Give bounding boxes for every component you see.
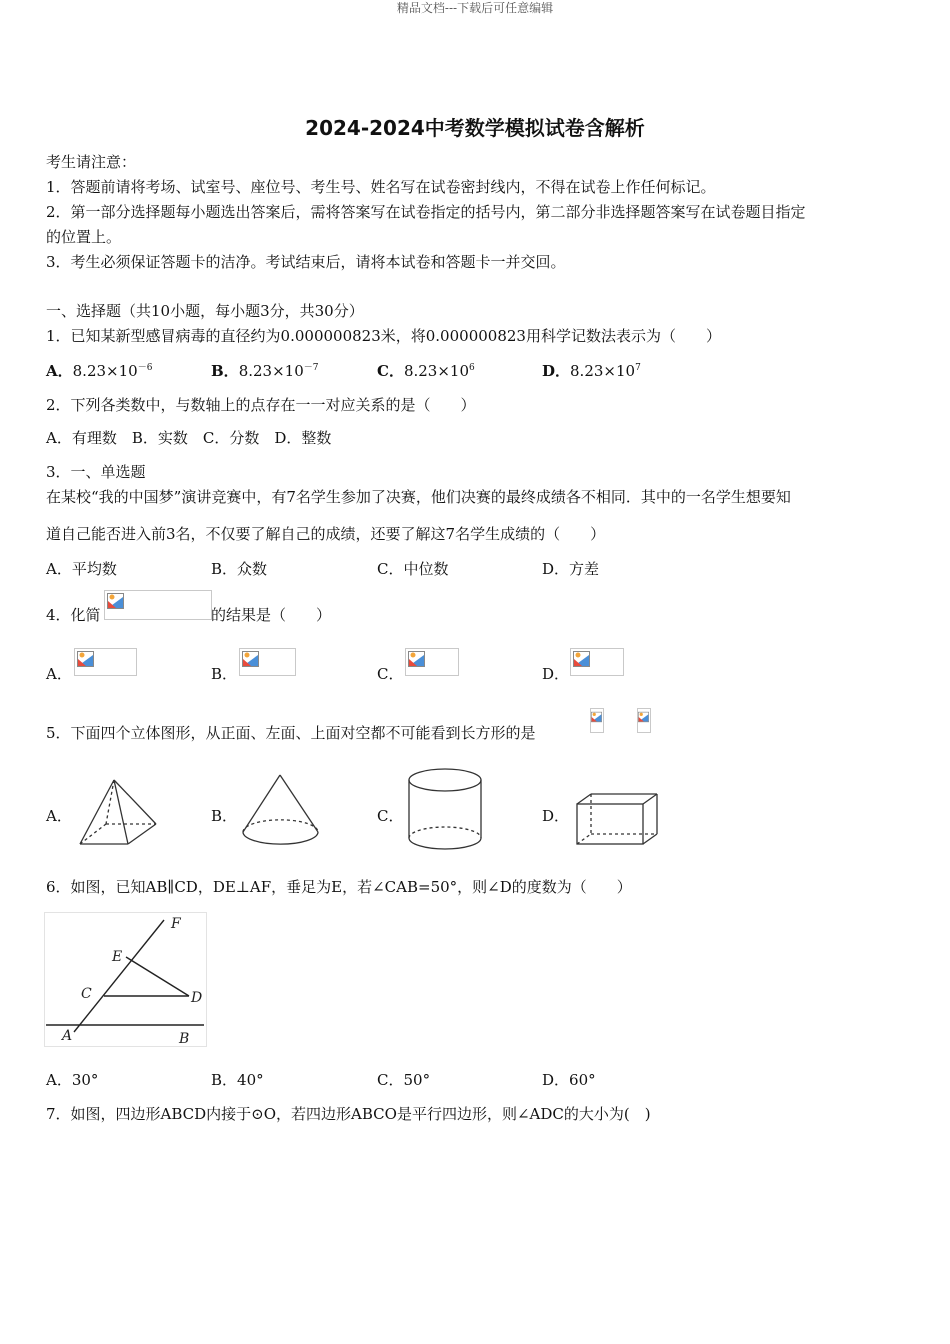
q6-option-c: C．50°	[377, 1071, 431, 1089]
q4-option-a: A．	[46, 665, 72, 683]
q3-head: 3．一、单选题	[46, 463, 146, 481]
q1-option-c: C．$8.23\times 10^6$	[377, 362, 475, 380]
label-d: D	[191, 990, 203, 1006]
q6-geometry-figure	[44, 912, 208, 1048]
q5-option-a: A．	[46, 807, 72, 825]
broken-image-placeholder	[405, 648, 459, 676]
broken-image-placeholder	[104, 590, 212, 620]
broken-image-placeholder	[570, 648, 624, 676]
notice-item-3: 3．考生必须保证答题卡的洁净。考试结束后，请将本试卷和答题卡一并交回。	[46, 253, 566, 271]
q6-option-d: D．60°	[542, 1071, 596, 1089]
q5-option-b: B．	[211, 807, 238, 825]
broken-image-icon	[107, 593, 124, 609]
q3-line-2: 道自己能否进入前3名，不仅要了解自己的成绩，还要了解这7名学生成绩的（ ）	[46, 525, 606, 543]
broken-image-icon	[77, 651, 94, 667]
q4-prefix: 4．化简	[46, 606, 101, 624]
q6-option-a: A．30°	[46, 1071, 99, 1089]
q5-option-c: C．	[377, 807, 404, 825]
broken-image-placeholder	[239, 648, 296, 676]
label-f: F	[171, 916, 181, 932]
q4-option-d: D．	[542, 665, 570, 683]
line-af	[74, 920, 164, 1032]
q3-option-d: D．方差	[542, 560, 600, 578]
label-e: E	[112, 949, 123, 965]
notice-item-2-cont: 的位置上。	[46, 228, 122, 246]
page-header: 精品文档---下载后可任意编辑	[396, 1, 554, 15]
page-title: 2024-2024中考数学模拟试卷含解析	[305, 116, 645, 140]
notice-heading: 考生请注意：	[46, 153, 137, 171]
q7-stem: 7．如图，四边形ABCD内接于⊙O，若四边形ABCO是平行四边形，则∠ADC的大小为( )	[46, 1105, 651, 1123]
broken-image-icon	[591, 711, 602, 723]
broken-image-placeholder	[590, 708, 604, 733]
label-a: A	[62, 1028, 73, 1044]
q2-stem: 2．下列各类数中，与数轴上的点存在一一对应关系的是（ ）	[46, 396, 476, 414]
broken-image-icon	[638, 711, 649, 723]
q3-option-a: A．平均数	[46, 560, 117, 578]
q1-stem: 1．已知某新型感冒病毒的直径约为0.000000823米，将0.000000823用科学记数法表示为（ ）	[46, 327, 721, 345]
broken-image-icon	[408, 651, 425, 667]
line-de	[126, 957, 189, 996]
broken-image-icon	[573, 651, 590, 667]
notice-item-2: 2．第一部分选择题每小题选出答案后，需将答案写在试卷指定的括号内，第二部分非选择题答案写在试卷题目指定	[46, 203, 806, 221]
q4-option-c: C．	[377, 665, 404, 683]
pyramid-figure	[76, 776, 160, 848]
q6-stem: 6．如图，已知AB∥CD，DE⊥AF，垂足为E，若∠CAB=50°，则∠D的度数为（ ）	[46, 878, 632, 896]
broken-image-icon	[242, 651, 259, 667]
label-b: B	[179, 1031, 190, 1047]
q6-option-b: B．40°	[211, 1071, 264, 1089]
q3-line-1: 在某校“我的中国梦”演讲竞赛中，有7名学生参加了决赛，他们决赛的最终成绩各不相同．其中的一名学生想要知	[46, 488, 791, 506]
section-heading: 一、选择题（共10小题，每小题3分，共30分）	[46, 302, 364, 320]
q2-options: A．有理数 B．实数 C．分数 D．整数	[46, 429, 332, 447]
q3-option-c: C．中位数	[377, 560, 449, 578]
q1-option-b: B．$8.23\times 10^{-7}$	[211, 362, 319, 380]
q3-option-b: B．众数	[211, 560, 268, 578]
cuboid-figure	[573, 790, 661, 848]
q4-suffix: 的结果是（ ）	[211, 606, 332, 624]
notice-item-1: 1．答题前请将考场、试室号、座位号、考生号、姓名写在试卷密封线内，不得在试卷上作任何标记。	[46, 178, 716, 196]
q4-option-b: B．	[211, 665, 238, 683]
q5-option-d: D．	[542, 807, 570, 825]
q1-option-a: A．$8.23\times 10^{-6}$	[46, 362, 153, 380]
q5-stem: 5．下面四个立体图形，从正面、左面、上面对空都不可能看到长方形的是	[46, 724, 536, 742]
cone-figure	[240, 772, 322, 850]
broken-image-placeholder	[637, 708, 651, 733]
cylinder-figure	[405, 766, 485, 854]
label-c: C	[81, 986, 92, 1002]
broken-image-placeholder	[74, 648, 137, 676]
q1-option-d: D．$8.23\times 10^7$	[542, 362, 641, 380]
